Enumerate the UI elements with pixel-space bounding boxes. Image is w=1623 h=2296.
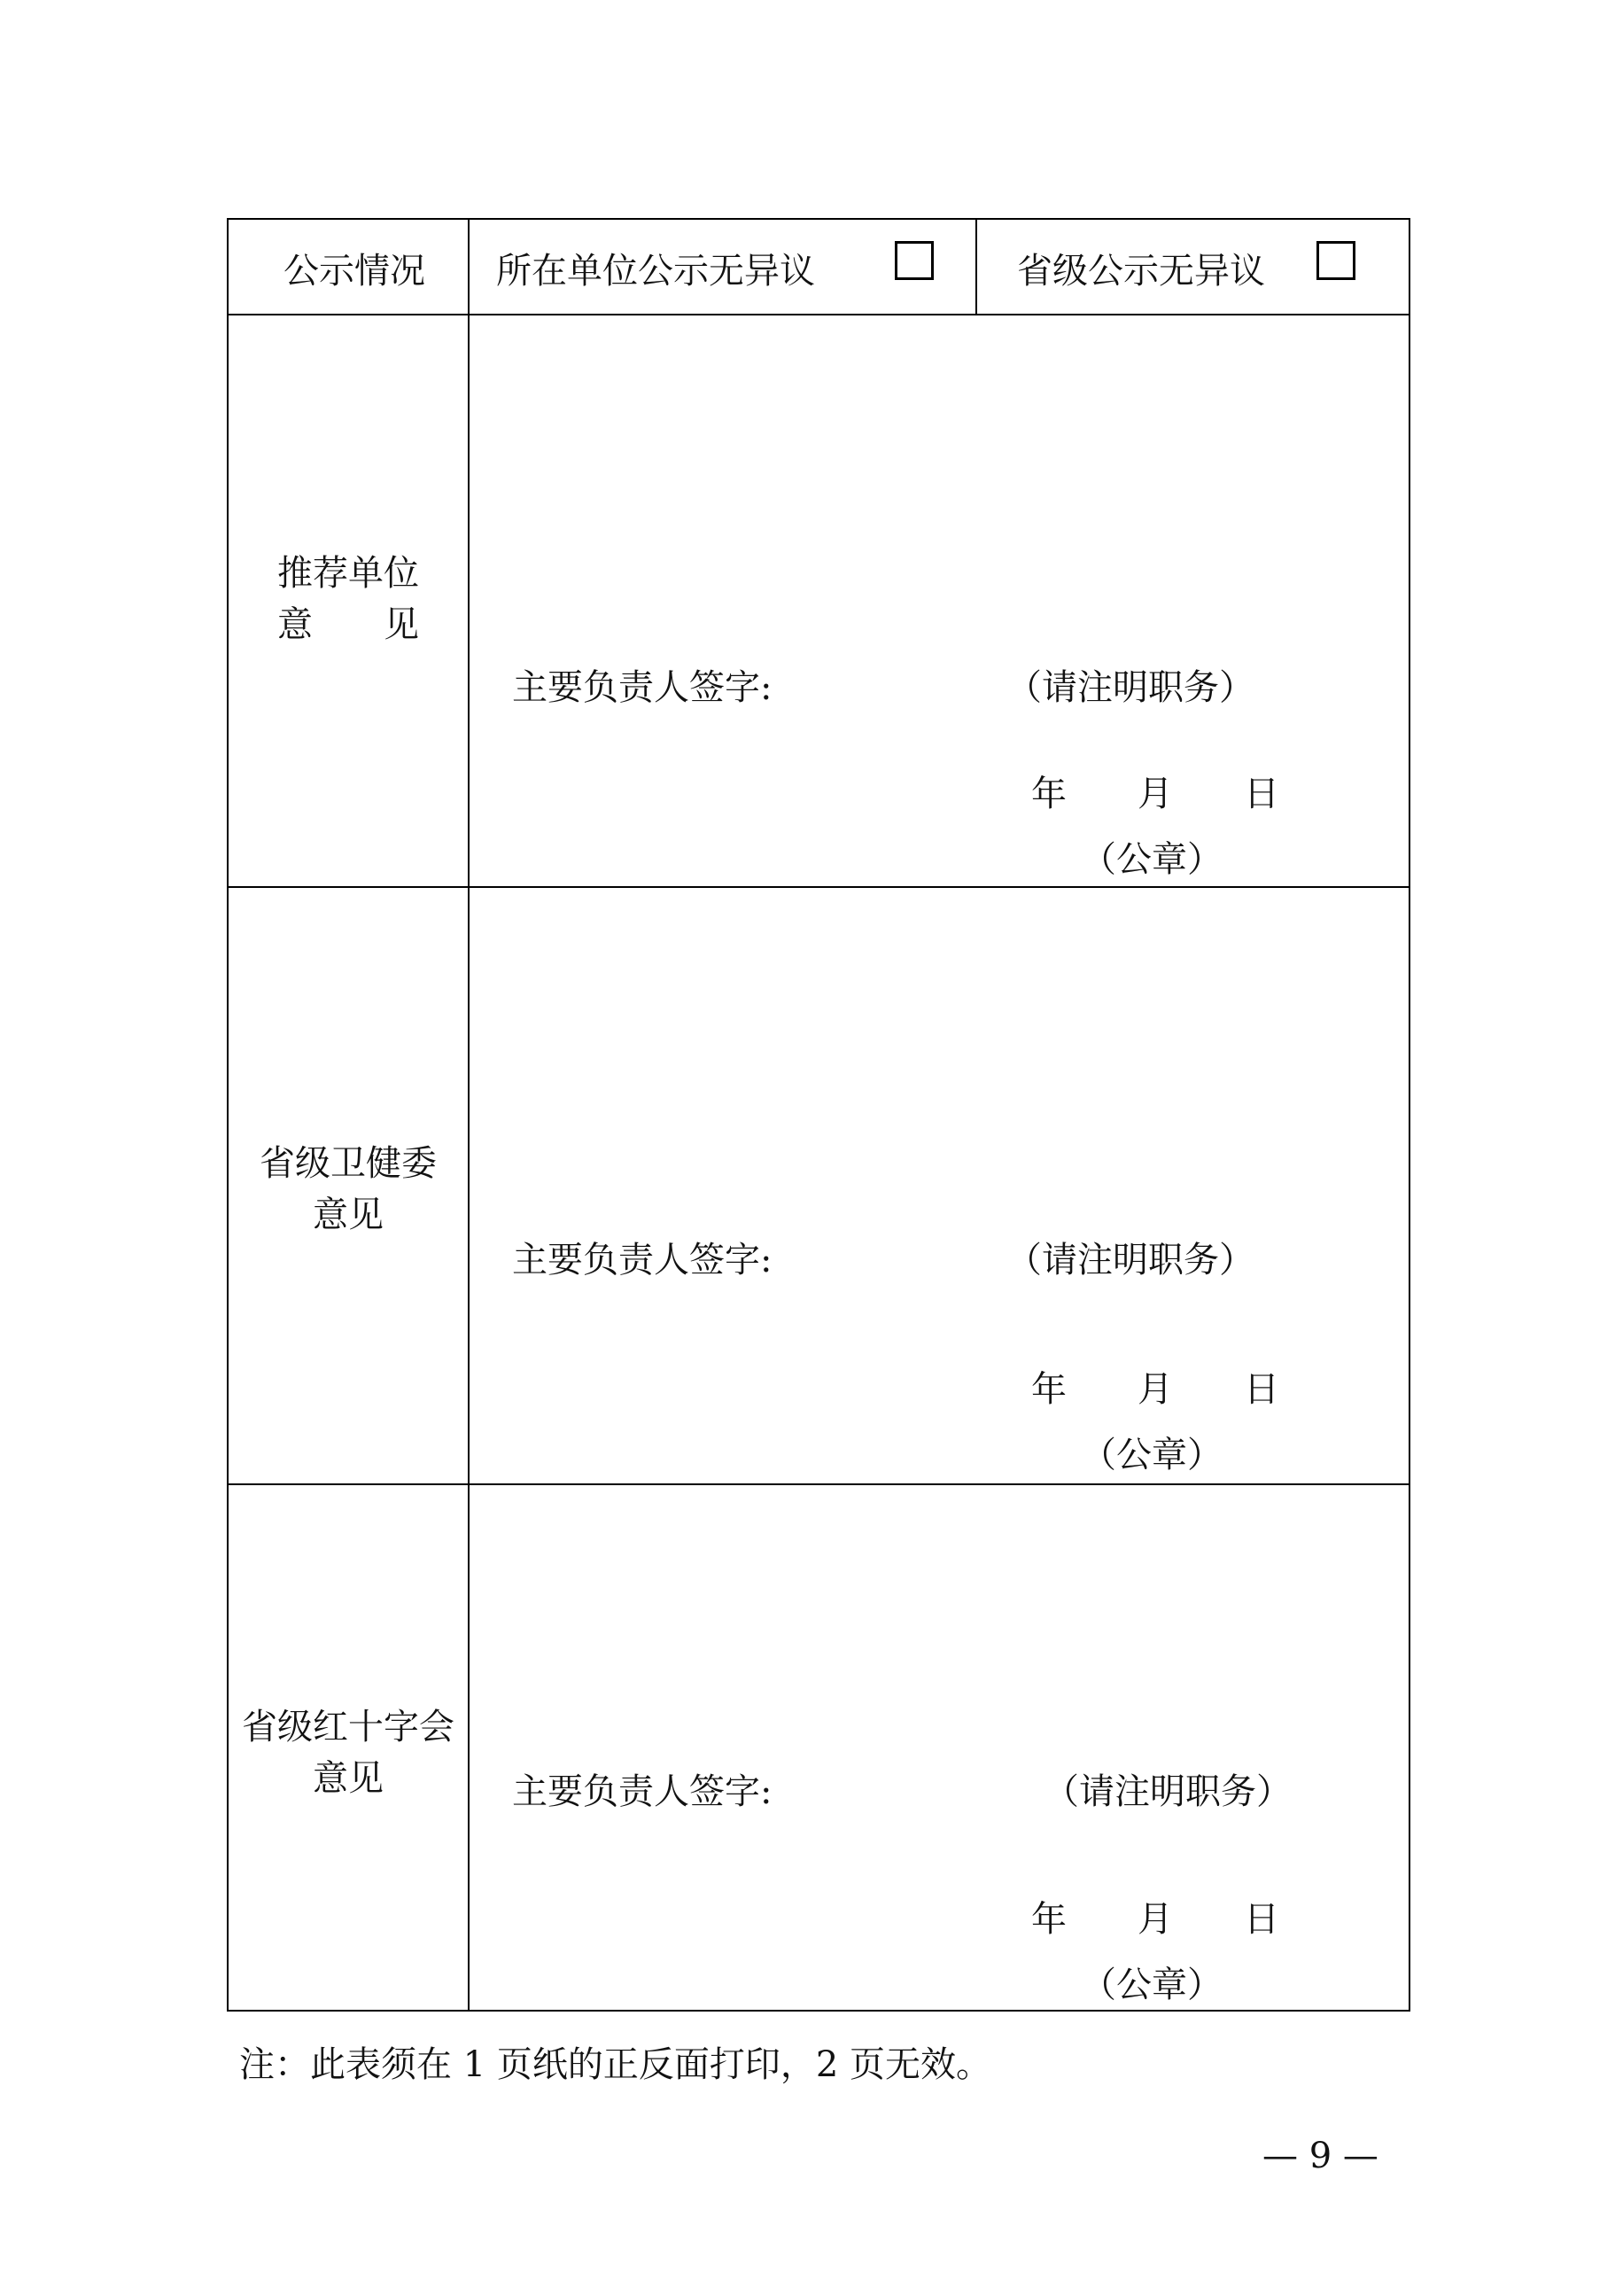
page-number: — 9 — — [1262, 2136, 1378, 2176]
row-divider — [229, 1483, 1409, 1485]
recommending-unit-opinion-label: 推荐单位 意 见 — [277, 553, 419, 645]
position-note: （请注明职务） — [1006, 667, 1254, 708]
provincial-publicity-checkbox[interactable] — [1316, 241, 1355, 280]
row-divider — [229, 314, 1409, 315]
publicity-status-label: 公示情况 — [283, 251, 425, 292]
seal-label: （公章） — [1081, 839, 1223, 880]
position-note: （请注明职务） — [1044, 1771, 1292, 1812]
date-label: 年 月 日 — [1031, 1369, 1279, 1410]
approval-form-table — [227, 218, 1410, 2012]
row-divider — [229, 886, 1409, 888]
provincial-publicity-label: 省级公示无异议 — [1017, 251, 1265, 292]
signature-label: 主要负责人签字: — [512, 667, 773, 708]
seal-label: （公章） — [1081, 1965, 1223, 2005]
position-note: （请注明职务） — [1006, 1240, 1254, 1280]
seal-label: （公章） — [1081, 1435, 1223, 1475]
footnote: 注：此表须在 1 页纸的正反面打印，2 页无效。 — [239, 2044, 992, 2085]
unit-publicity-label: 所在单位公示无异议 — [496, 251, 815, 292]
provincial-health-commission-opinion-label: 省级卫健委 意见 — [260, 1143, 437, 1235]
date-label: 年 月 日 — [1031, 774, 1279, 814]
column-divider — [468, 220, 470, 2010]
signature-label: 主要负责人签字: — [512, 1240, 773, 1280]
signature-label: 主要负责人签字: — [512, 1771, 773, 1812]
unit-publicity-checkbox[interactable] — [895, 241, 934, 280]
date-label: 年 月 日 — [1031, 1899, 1279, 1940]
column-divider — [975, 220, 977, 314]
provincial-red-cross-opinion-label: 省级红十字会 意见 — [242, 1707, 454, 1799]
